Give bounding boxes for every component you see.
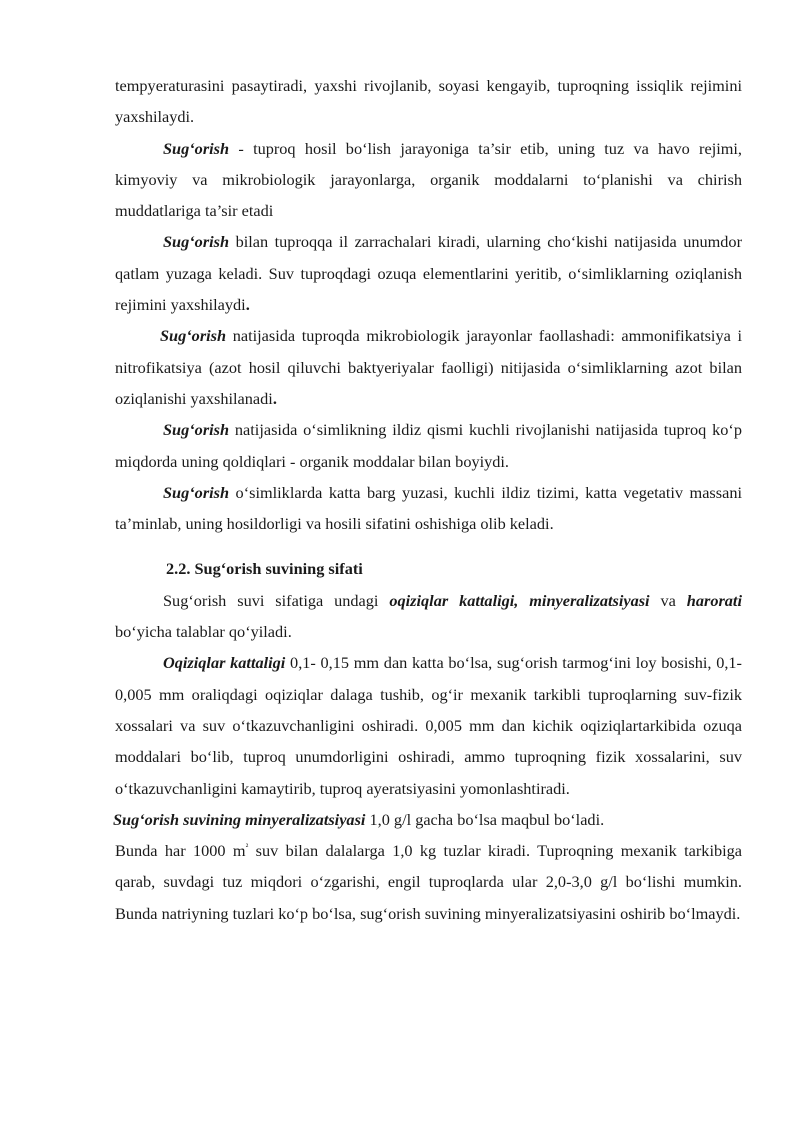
paragraph-0 [115,70,742,133]
emphasis: oqiziqlar kattaligi, minyeralizatsiyasi [389,590,650,610]
superscript: ² [245,841,249,852]
paragraph-9 [115,835,742,929]
section-heading: 2.2. Sug‘orish suvining sifati [166,559,363,579]
paragraph-2 [115,226,742,320]
emphasis: harorati [686,590,742,610]
paragraph-7 [115,647,742,803]
paragraph-text: Bunda har 1000 m [115,841,246,861]
paragraph-8 [113,804,742,835]
period: . [245,295,250,315]
paragraph-text: 0,1- 0,15 mm dan katta bo‘lsa, sug‘orish tarmog‘ini loy bosishi, 0,1-0,005 mm oraliqdagi oqiziqlar dalaga tushib, og‘ir mexanik tarkibli tuproqlarning suv-fizik xossalari va suv o‘tkazuvchanligini oshiradi. 0,005 mm dan kichik oqiziqlartarkibida ozuqa moddalari bo‘lib, tuproq unumdorligini oshiradi, ammo tuproqning fizik xossalarini, suv o‘tkazuvchanligini kamaytirib, tuproq ayeratsiyasini yomonlashtiradi. [115,653,742,798]
paragraph-text: tempyeraturasini pasaytiradi, yaxshi rivojlanib, soyasi kengayib, tuproqning issiqlik rejimini yaxshilaydi. [115,76,742,127]
term: Sug‘orish [163,420,230,440]
period: . [272,388,277,408]
paragraph-text: natijasida tuproqda mikrobiologik jarayonlar faollashadi: ammonifikatsiya i nitrofikatsiya (azot hosil qiluvchi baktyeriyalar faolligi) nitijasida o‘simliklarning azot bilan oziqlanishi yaxshilanadi [115,326,742,408]
paragraph-text: bilan tuproqqa il zarrachalari kiradi, ularning cho‘kishi natijasida unumdor qatlam yuzaga keladi. Suv tuproqdagi ozuqa elementlarini yeritib, o‘simliklarning oziqlanish rejimini yaxshilaydi [115,232,742,315]
paragraph-text: Sug‘orish suvi sifatiga undagi [163,590,390,610]
paragraph-text: bo‘yicha talablar qo‘yiladi. [115,622,292,642]
paragraph-5 [115,477,742,540]
term: Sug‘orish suvining minyeralizatsiyasi [113,809,366,829]
paragraph-text: o‘simliklarda katta barg yuzasi, kuchli ildiz tizimi, katta vegetativ massani ta’minlab, uning hosildorligi va hosili sifatini oshishiga olib keladi. [115,482,742,534]
term: Sug‘orish [163,482,230,502]
paragraph-3 [115,320,742,414]
paragraph-text: suv bilan dalalarga 1,0 kg tuzlar kiradi. Tuproqning mexanik tarkibiga qarab, suvdagi tuz miqdori o‘zgarishi, engil tuproqlarda ular 2,0-3,0 g/l bo‘lishi mumkin. Bunda natriyning tuzlari ko‘p bo‘lsa, sug‘orish suvining minyeralizatsiyasini oshirib bo‘lmaydi. [115,841,742,923]
paragraph-text: 1,0 g/l gacha bo‘lsa maqbul bo‘ladi. [365,809,605,829]
term: Sug‘orish [163,138,230,158]
paragraph-text: va [649,590,687,610]
term: Oqiziqlar kattaligi [163,653,286,673]
paragraph-text: - tuproq hosil bo‘lish jarayoniga ta’sir etib, uning tuz va havo rejimi, kimyoviy va mikrobiologik jarayonlarga, organik moddalarni to‘planishi va chirish muddatlariga ta’sir etadi [115,138,742,221]
term: Sug‘orish [163,232,230,252]
paragraph-1 [115,133,742,227]
paragraph-6 [115,585,742,648]
term: Sug‘orish [160,326,227,346]
paragraph-4 [115,414,742,477]
paragraph-text: natijasida o‘simlikning ildiz qismi kuchli rivojlanishi natijasida tuproq ko‘p miqdorda uning qoldiqlari - organik moddalar bilan boyiydi. [115,420,742,471]
